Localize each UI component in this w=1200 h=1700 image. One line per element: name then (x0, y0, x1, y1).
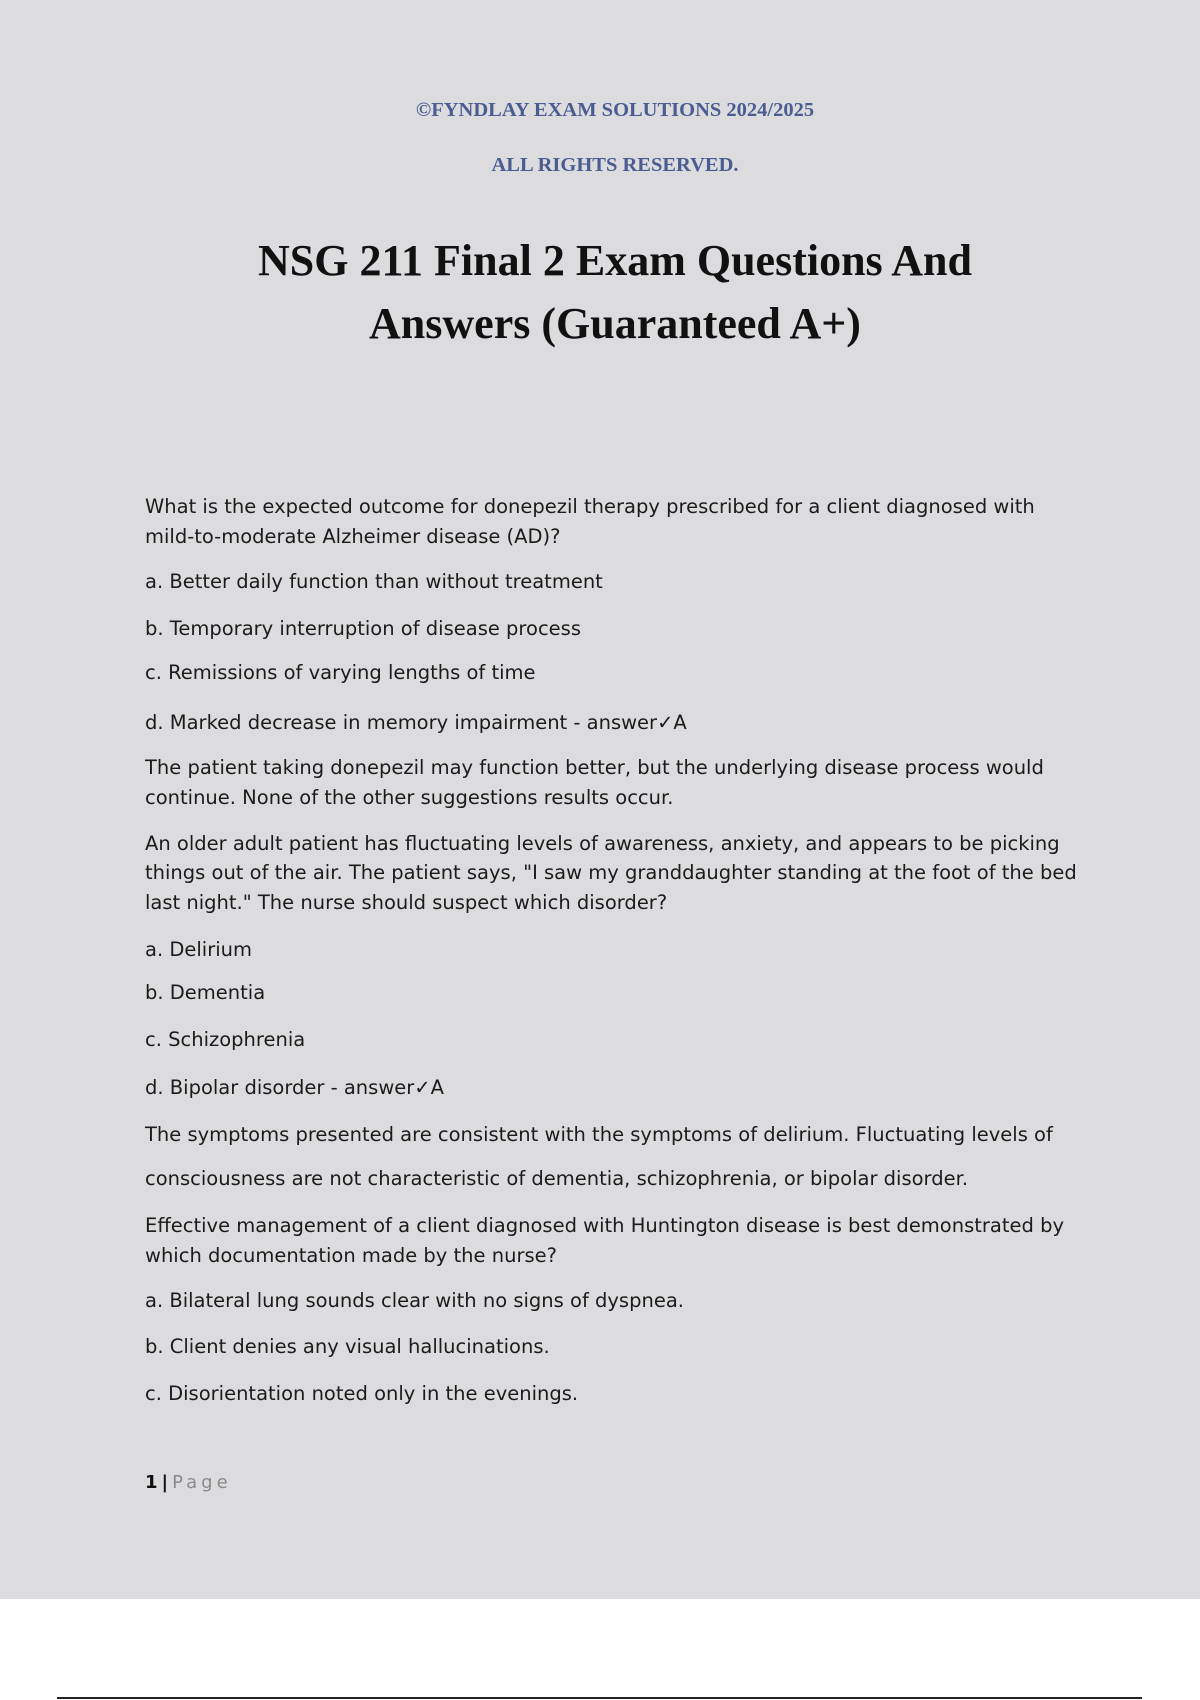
rights-reserved-line: ALL RIGHTS RESERVED. (491, 154, 739, 176)
page-label: Page (172, 1472, 232, 1493)
question-text: An older adult patient has fluctuating levels of awareness, anxiety, and appears to be picking (145, 832, 1060, 855)
answer-option: c. Disorientation noted only in the evenings. (145, 1382, 579, 1405)
answer-option: b. Dementia (145, 981, 266, 1004)
question-text: mild-to-moderate Alzheimer disease (AD)? (145, 525, 561, 548)
answer-option: d. Marked decrease in memory impairment - answer✓A (145, 711, 687, 734)
rationale-text: The symptoms presented are consistent with the symptoms of delirium. Fluctuating levels of (145, 1123, 1053, 1146)
answer-option: a. Delirium (145, 938, 252, 961)
copyright-line: ©FYNDLAY EXAM SOLUTIONS 2024/2025 (415, 99, 815, 121)
question-text: Effective management of a client diagnosed with Huntington disease is best demonstrated by (145, 1214, 1065, 1237)
answer-option: b. Client denies any visual hallucinations. (145, 1335, 550, 1358)
document-title-line-1: NSG 211 Final 2 Exam Questions And (258, 236, 972, 285)
answer-option: a. Better daily function than without treatment (145, 570, 603, 593)
rationale-text: continue. None of the other suggestions results occur. (145, 786, 674, 809)
answer-option: d. Bipolar disorder - answer✓A (145, 1076, 444, 1099)
question-text: which documentation made by the nurse? (145, 1244, 557, 1267)
page-number-footer (145, 1472, 232, 1493)
page-number: 1 (145, 1472, 158, 1493)
footer-divider (57, 1697, 1142, 1699)
rationale-text: consciousness are not characteristic of dementia, schizophrenia, or bipolar disorder. (145, 1167, 969, 1190)
question-text: What is the expected outcome for donepezil therapy prescribed for a client diagnosed with (145, 495, 1035, 518)
answer-option: c. Schizophrenia (145, 1028, 306, 1051)
page-separator: | (161, 1472, 169, 1493)
question-text: last night." The nurse should suspect which disorder? (145, 891, 668, 914)
question-text: things out of the air. The patient says, "I saw my granddaughter standing at the foot of the bed (145, 861, 1077, 884)
answer-option: c. Remissions of varying lengths of time (145, 661, 536, 684)
document-title-line-2: Answers (Guaranteed A+) (369, 299, 861, 348)
answer-option: a. Bilateral lung sounds clear with no signs of dyspnea. (145, 1289, 684, 1312)
answer-option: b. Temporary interruption of disease process (145, 617, 581, 640)
rationale-text: The patient taking donepezil may function better, but the underlying disease process would (145, 756, 1044, 779)
